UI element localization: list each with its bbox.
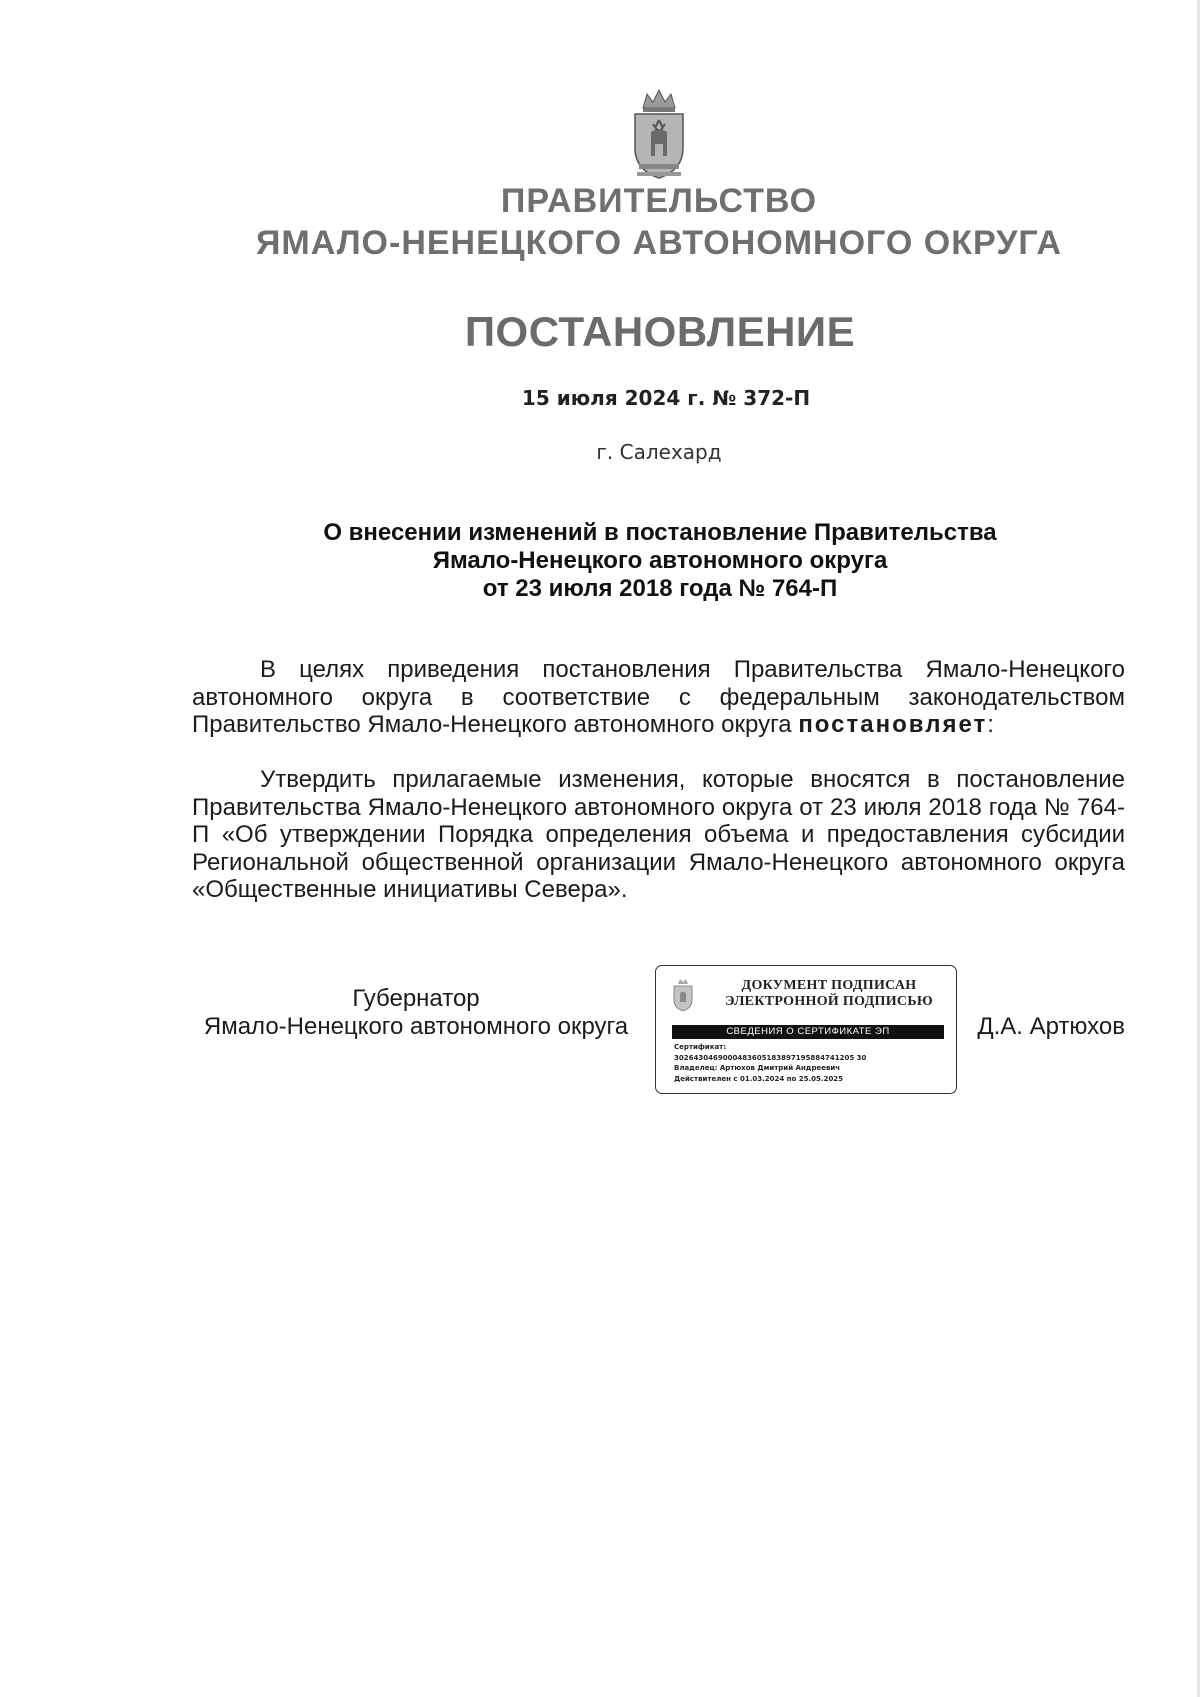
operative-paragraph	[192, 766, 1125, 904]
coat-of-arms-icon	[621, 86, 697, 182]
electronic-signature-stamp	[655, 965, 957, 1094]
government-name-line1: ПРАВИТЕЛЬСТВО	[500, 182, 818, 220]
operative-text: Утвердить прилагаемые изменения, которые вносятся в постановление Правительства Ямало-Ненецкого автономного округа от 23 июля 2018 года № 764-П «Об утверждении Порядка определения объема и предоставления субсидии Региональной общественной организации Ямало-Ненецкого автономного округа «Общественные инициативы Севера».	[192, 766, 1125, 903]
government-name-line2: ЯМАЛО-НЕНЕЦКОГО АВТОНОМНОГО ОКРУГА	[255, 224, 1063, 262]
stamp-heading-line: ЭЛЕКТРОННОЙ ПОДПИСЬЮ	[725, 994, 933, 1009]
signer-name: Д.А. Артюхов	[977, 1013, 1125, 1040]
preamble-end: :	[987, 711, 994, 738]
certificate-validity: Действителен с 01.03.2024 по 25.05.2025	[674, 1074, 844, 1083]
city: г. Салехард	[596, 440, 722, 464]
preamble-paragraph	[192, 656, 1125, 739]
signer-position-line: Ямало-Ненецкого автономного округа	[203, 1013, 629, 1040]
certificate-label: Сертификат:	[674, 1043, 727, 1051]
title-line: О внесении изменений в постановление Правительства	[323, 519, 997, 546]
title-line: от 23 июля 2018 года № 764-П	[482, 575, 838, 602]
certificate-info-bar: СВЕДЕНИЯ О СЕРТИФИКАТЕ ЭП	[672, 1025, 944, 1039]
preamble-text: В целях приведения постановления Правительства Ямало-Ненецкого автономного округа в соответствие с федеральным законодательством Правительство Ямало-Ненецкого автономного округа	[192, 656, 1125, 738]
title-line: Ямало-Ненецкого автономного округа	[432, 547, 888, 574]
signer-position-line: Губернатор	[352, 985, 480, 1012]
stamp-heading-line: ДОКУМЕНТ ПОДПИСАН	[741, 978, 917, 993]
document-title	[190, 519, 1130, 603]
certificate-owner: Владелец: Артюхов Дмитрий Андреевич	[674, 1064, 841, 1072]
date-and-number: 15 июля 2024 г. № 372-П	[521, 386, 811, 410]
document-type: ПОСТАНОВЛЕНИЕ	[464, 308, 856, 355]
stamp-heading	[714, 978, 944, 1010]
certificate-number: 3026430469000483605183897195884741205 30	[674, 1053, 867, 1062]
resolves-word: постановляет	[798, 711, 988, 738]
signer-position	[192, 985, 640, 1041]
coat-of-arms-small-icon	[670, 978, 696, 1012]
certificate-details	[674, 1042, 946, 1084]
